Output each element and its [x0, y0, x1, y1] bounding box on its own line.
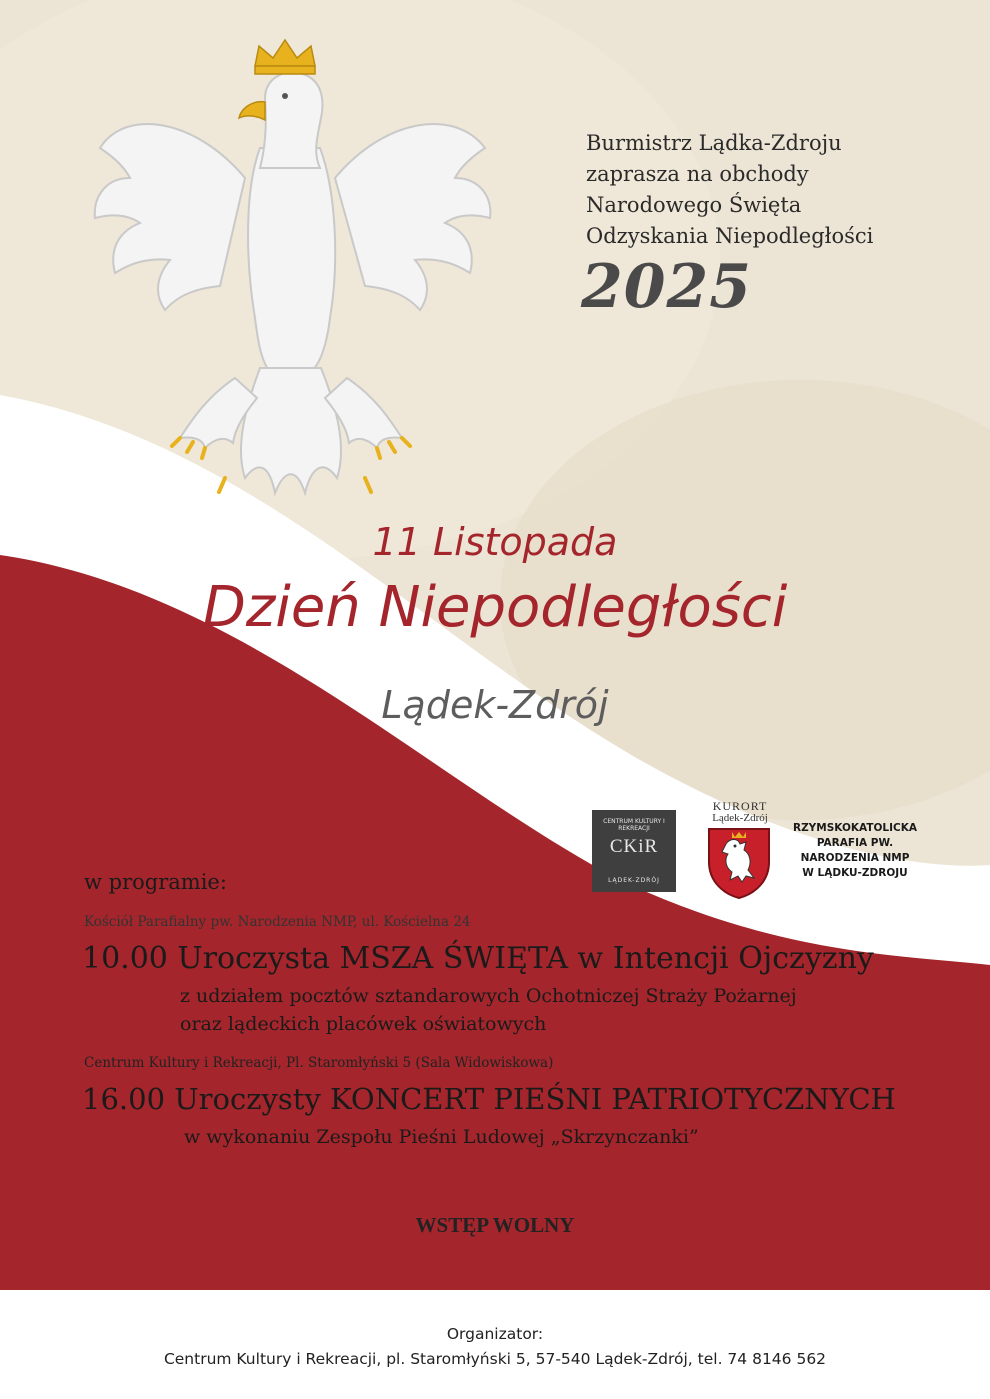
town-name: Lądek-Zdrój	[381, 683, 609, 727]
event-description: w wykonaniu Zespołu Pieśni Ludowej „Skrzynczanki”	[184, 1126, 699, 1148]
invitation-text	[586, 128, 873, 252]
year: 2025	[581, 252, 752, 322]
event-description: oraz lądeckich placówek oświatowych	[180, 1013, 547, 1035]
ckir-logo-bottom-text: LĄDEK-ZDRÓJ	[608, 877, 660, 884]
kurort-sublabel: Lądek-Zdrój	[712, 812, 768, 824]
event-location: Kościół Parafialny pw. Narodzenia NMP, ul. Kościelna 24	[84, 914, 471, 930]
ckir-logo	[592, 810, 676, 892]
event-date: 11 Listopada	[372, 520, 618, 564]
page-title: Dzień Niepodległości	[202, 575, 788, 640]
event-description: z udziałem pocztów sztandarowych Ochotniczej Straży Pożarnej	[180, 985, 797, 1007]
organizer-details: Centrum Kultury i Rekreacji, pl. Staromłyński 5, 57-540 Lądek-Zdrój, tel. 74 8146 562	[163, 1350, 827, 1368]
parish-line: RZYMSKOKATOLICKA	[792, 822, 917, 834]
parish-line: NARODZENIA NMP	[800, 852, 910, 864]
event-title: 16.00 Uroczysty KONCERT PIEŚNI PATRIOTYCZNYCH	[82, 1082, 896, 1116]
ckir-logo-top-text: CENTRUM KULTURY I REKREACJI	[603, 818, 665, 832]
white-eagle-icon	[85, 38, 505, 518]
parish-line: PARAFIA PW.	[816, 837, 894, 849]
lion-shield-icon	[706, 826, 772, 900]
event-title: 10.00 Uroczysta MSZA ŚWIĘTA w Intencji Ojczyzny	[82, 941, 874, 976]
free-entry-text: WSTĘP WOLNY	[415, 1213, 575, 1237]
kurort-label: KURORT	[712, 799, 768, 813]
invite-line: Narodowego Święta	[586, 193, 802, 217]
parish-line: W LĄDKU-ZDROJU	[802, 867, 908, 879]
invite-line: zaprasza na obchody	[586, 162, 809, 186]
parish-logo-text	[786, 821, 924, 881]
invite-line: Odzyskania Niepodległości	[586, 224, 874, 248]
invite-line: Burmistrz Lądka-Zdroju	[586, 131, 842, 155]
organizer-label: Organizator:	[446, 1325, 544, 1343]
program-heading: w programie:	[84, 870, 227, 894]
ckir-logo-mark: CKiR	[609, 836, 659, 857]
event-location: Centrum Kultury i Rekreacji, Pl. Staromłyński 5 (Sala Widowiskowa)	[84, 1055, 554, 1071]
